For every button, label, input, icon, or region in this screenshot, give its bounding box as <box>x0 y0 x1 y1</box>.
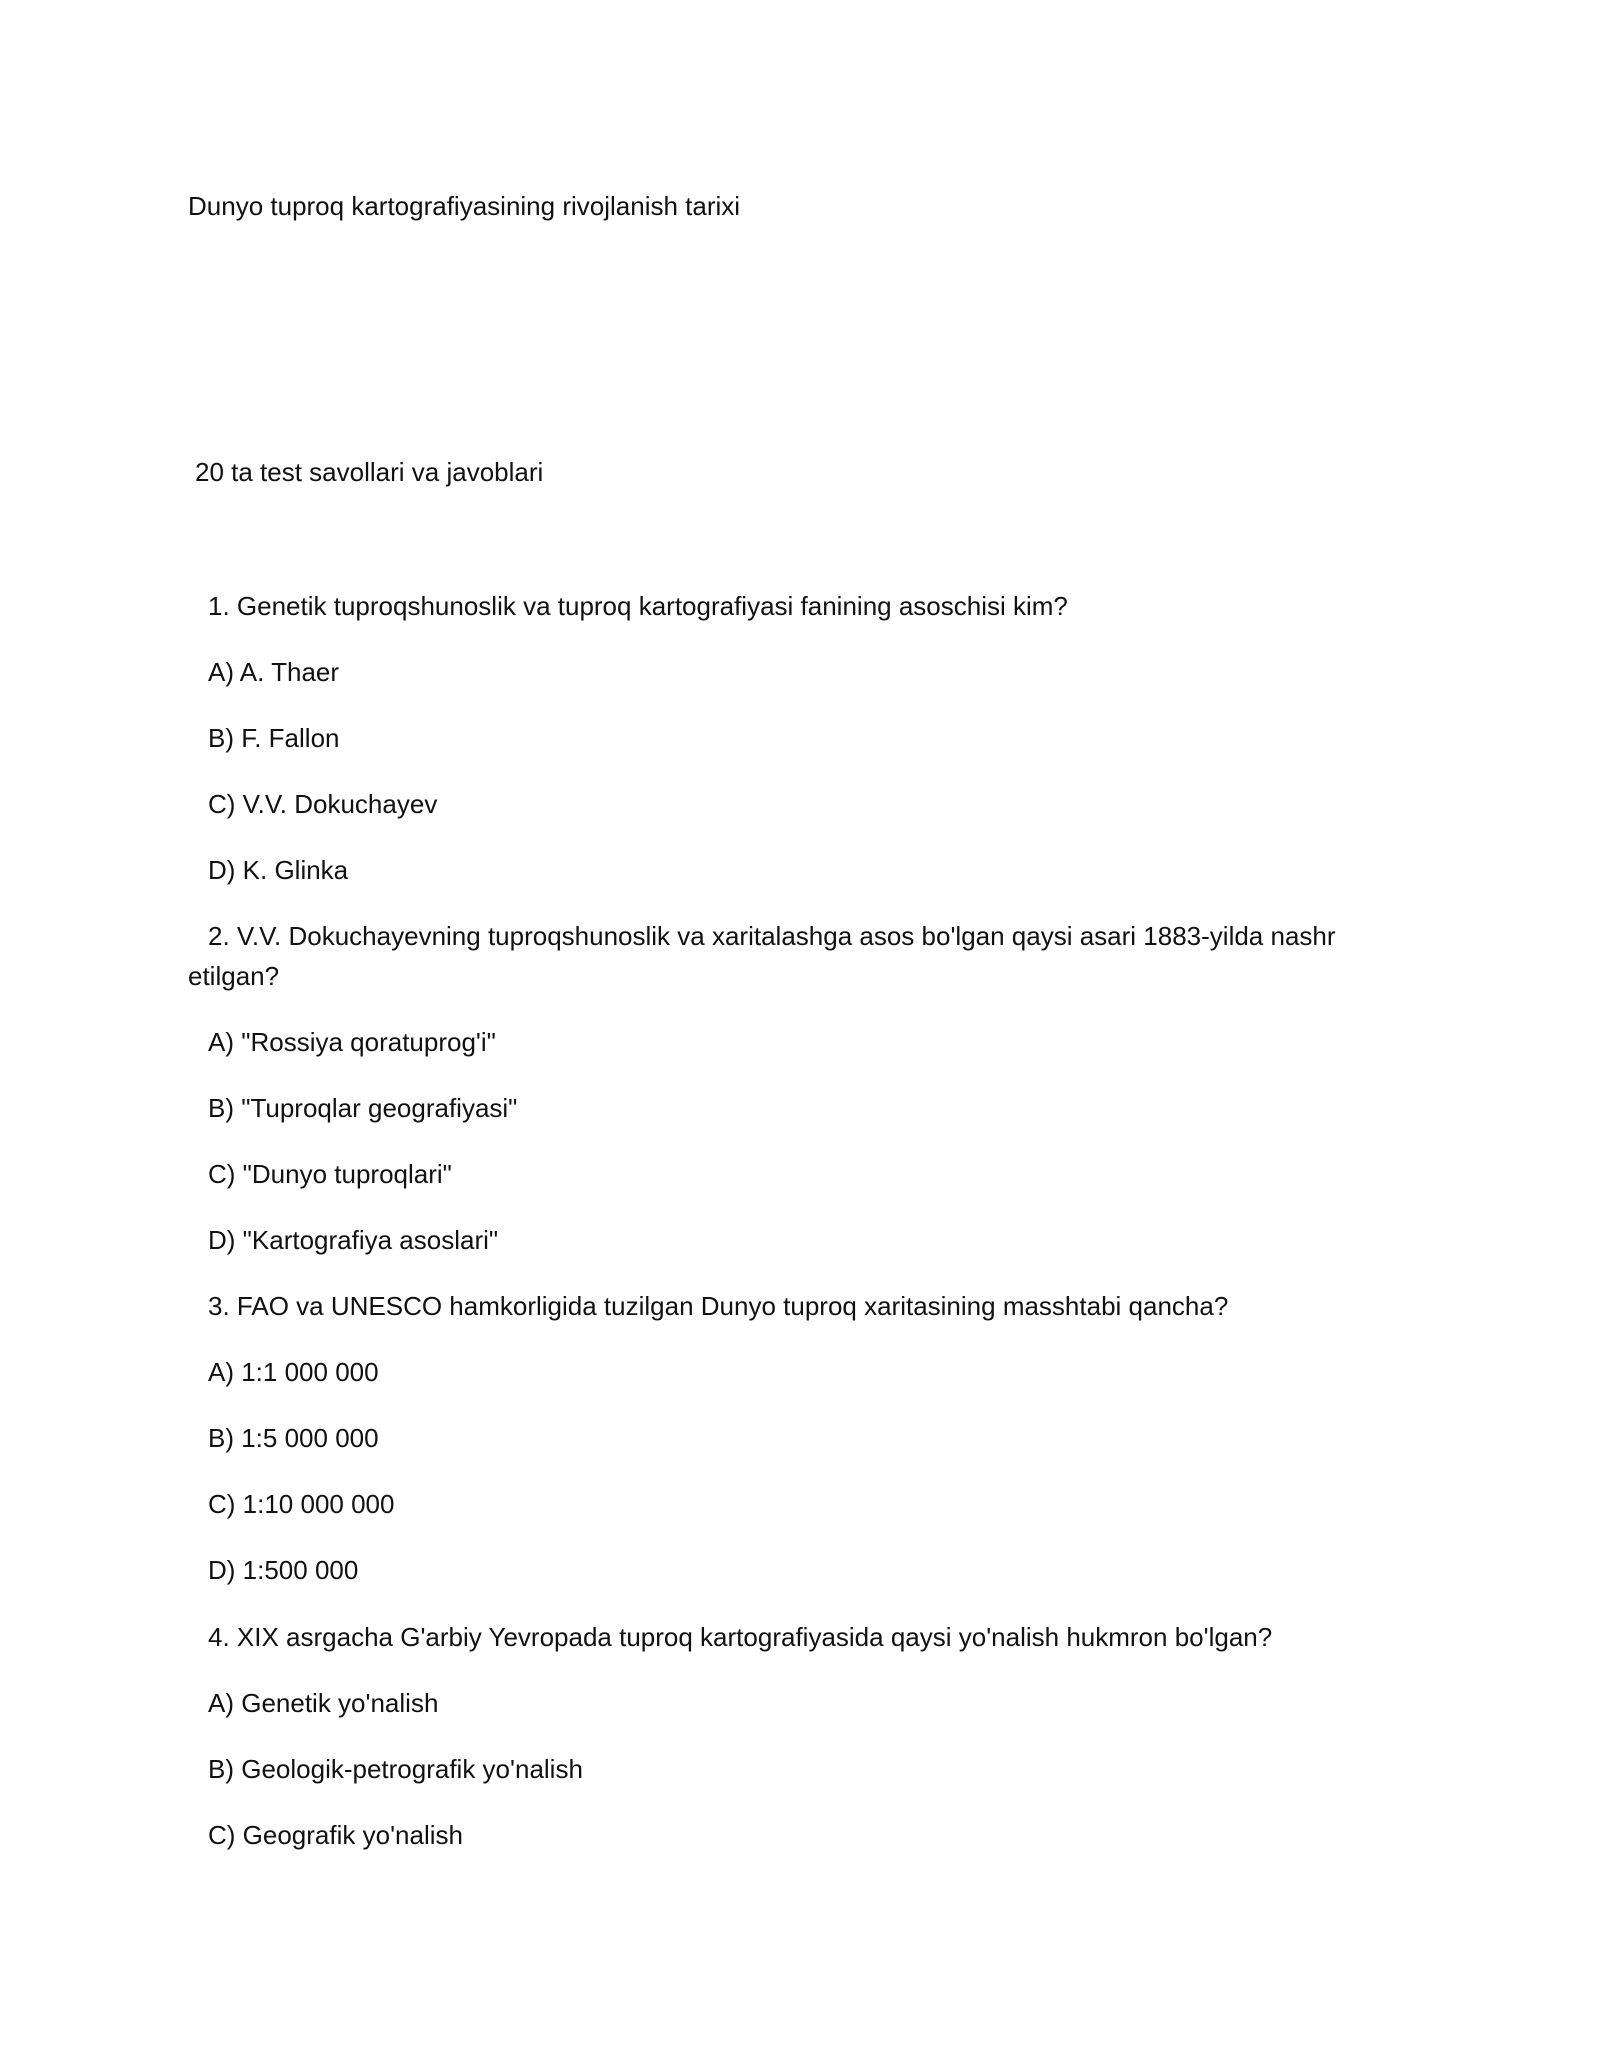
question-3-option-d: D) 1:500 000 <box>208 1555 359 1585</box>
question-2-text-line-2: etilgan? <box>188 961 280 991</box>
question-2-option-d: D) "Kartografiya asoslari" <box>208 1225 499 1255</box>
question-4-option-b: B) Geologik-petrografik yo'nalish <box>208 1754 583 1784</box>
question-1-option-b: B) F. Fallon <box>208 723 340 753</box>
question-1-option-c: C) V.V. Dokuchayev <box>208 789 438 819</box>
question-2-text-line-1: 2. V.V. Dokuchayevning tuproqshunoslik va xaritalashga asos bo'lgan qaysi asari 1883-yilda nashr <box>208 921 1336 951</box>
question-1-option-d: D) K. Glinka <box>208 855 349 885</box>
document-subtitle: 20 ta test savollari va javoblari <box>195 457 544 487</box>
question-3-option-c: C) 1:10 000 000 <box>208 1489 395 1519</box>
question-4-option-a: A) Genetik yo'nalish <box>208 1688 439 1718</box>
question-3-option-a: A) 1:1 000 000 <box>208 1357 379 1387</box>
document-title: Dunyo tuproq kartografiyasining rivojlanish tarixi <box>188 191 741 221</box>
question-4-option-c: C) Geografik yo'nalish <box>208 1820 463 1850</box>
question-3-option-b: B) 1:5 000 000 <box>208 1423 379 1453</box>
question-3-text: 3. FAO va UNESCO hamkorligida tuzilgan Dunyo tuproq xaritasining masshtabi qancha? <box>208 1291 1229 1321</box>
question-2-option-b: B) "Tuproqlar geografiyasi" <box>208 1093 518 1123</box>
question-2-option-c: C) "Dunyo tuproqlari" <box>208 1159 452 1189</box>
question-1-text: 1. Genetik tuproqshunoslik va tuproq kartografiyasi fanining asoschisi kim? <box>208 591 1068 621</box>
question-1-option-a: A) A. Thaer <box>208 657 340 687</box>
question-2-option-a: A) "Rossiya qoratuprog'i" <box>208 1027 496 1057</box>
question-4-text: 4. XIX asrgacha G'arbiy Yevropada tuproq kartografiyasida qaysi yo'nalish hukmron bo'lgan? <box>208 1622 1273 1652</box>
